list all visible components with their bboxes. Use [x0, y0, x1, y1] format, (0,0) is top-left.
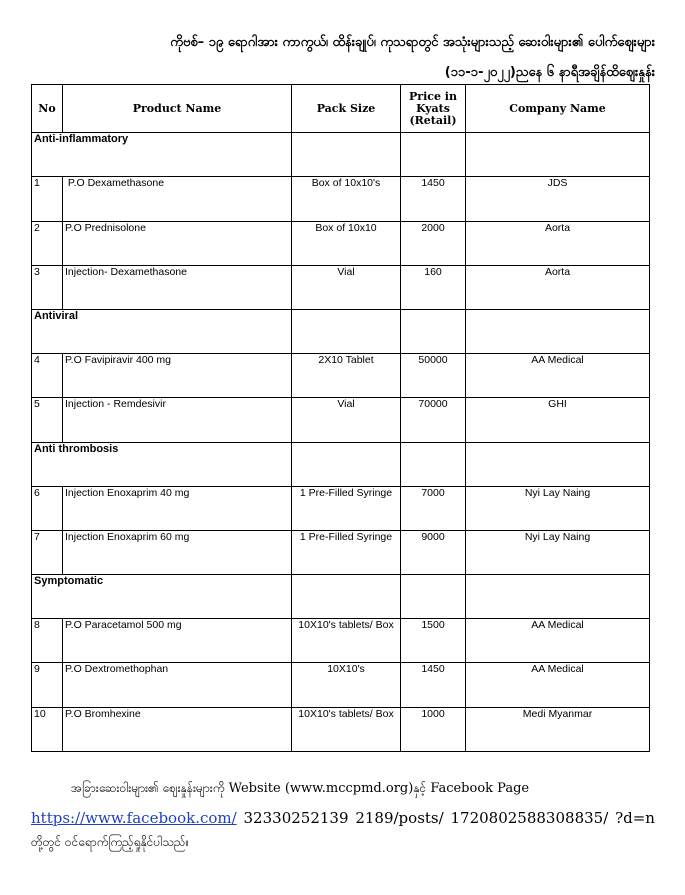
- table-row: [32, 265, 650, 309]
- table-cell: [292, 575, 401, 619]
- table-cell: [466, 309, 650, 353]
- url-part: 2189/posts/: [355, 809, 444, 827]
- footer-text: အခြားဆေးဝါးများ၏ ဈေးနှုန်းများကို: [71, 781, 225, 795]
- footer-line-3: တို့တွင် ဝင်ရောက်ကြည့်ရှုနိုင်ပါသည်။: [31, 835, 190, 849]
- category-label: Anti thrombosis: [32, 442, 292, 486]
- product-name: Injection Enoxaprim 60 mg: [63, 530, 292, 574]
- col-header-price-line3: (Retail): [409, 113, 457, 127]
- pack-size: 10X10's: [292, 663, 401, 707]
- document-date-line: (၁၁-၁-၂၀၂၂)ညနေ ၆ နာရီအချိန်ထိဈေးနှုန်း: [444, 65, 655, 80]
- col-header-pack: Pack Size: [292, 85, 401, 133]
- table-cell: [292, 442, 401, 486]
- col-header-product: Product Name: [63, 85, 292, 133]
- table-cell: [292, 133, 401, 177]
- category-label: Symptomatic: [32, 575, 292, 619]
- table-cell: [401, 442, 466, 486]
- table-row: [32, 707, 650, 751]
- price: 50000: [401, 354, 466, 398]
- row-number: 1: [32, 177, 63, 221]
- product-name: P.O Dextromethophan: [63, 663, 292, 707]
- company-name: AA Medical: [466, 663, 650, 707]
- company-name: Aorta: [466, 221, 650, 265]
- footer-text: နှင့်: [413, 781, 427, 795]
- price: 70000: [401, 398, 466, 442]
- pack-size: 10X10's tablets/ Box: [292, 619, 401, 663]
- product-name: P.O Bromhexine: [63, 707, 292, 751]
- col-header-no: No: [32, 85, 63, 133]
- row-number: 10: [32, 707, 63, 751]
- website-link[interactable]: Website (www.mccpmd.org): [228, 781, 414, 796]
- company-name: GHI: [466, 398, 650, 442]
- col-header-company: Company Name: [466, 85, 650, 133]
- product-name: Injection- Dexamethasone: [63, 265, 292, 309]
- pack-size: 2X10 Tablet: [292, 354, 401, 398]
- pack-size: 10X10's tablets/ Box: [292, 707, 401, 751]
- table-row: [32, 177, 650, 221]
- table-cell: [466, 575, 650, 619]
- col-header-price: [401, 85, 466, 133]
- row-number: 9: [32, 663, 63, 707]
- product-name: P.O Paracetamol 500 mg: [63, 619, 292, 663]
- category-row: [32, 442, 650, 486]
- price: 7000: [401, 486, 466, 530]
- price: 1000: [401, 707, 466, 751]
- footer-line-2: [31, 809, 655, 827]
- category-label: Anti-inflammatory: [32, 133, 292, 177]
- table-row: [32, 221, 650, 265]
- pack-size: Vial: [292, 265, 401, 309]
- table-row: [32, 398, 650, 442]
- row-number: 2: [32, 221, 63, 265]
- pack-size: Box of 10x10's: [292, 177, 401, 221]
- row-number: 6: [32, 486, 63, 530]
- url-part: 1720802588308835/: [450, 809, 609, 827]
- col-header-price-line1: Price in: [409, 89, 457, 103]
- price: 1500: [401, 619, 466, 663]
- category-row: [32, 309, 650, 353]
- company-name: AA Medical: [466, 619, 650, 663]
- company-name: Nyi Lay Naing: [466, 486, 650, 530]
- row-number: 7: [32, 530, 63, 574]
- company-name: Medi Myanmar: [466, 707, 650, 751]
- table-cell: [401, 309, 466, 353]
- product-name: P.O Dexamethasone: [63, 177, 292, 221]
- company-name: AA Medical: [466, 354, 650, 398]
- row-number: 3: [32, 265, 63, 309]
- product-name: Injection - Remdesivir: [63, 398, 292, 442]
- table-cell: [466, 442, 650, 486]
- pack-size: 1 Pre-Filled Syringe: [292, 530, 401, 574]
- row-number: 4: [32, 354, 63, 398]
- product-name: P.O Prednisolone: [63, 221, 292, 265]
- category-row: [32, 133, 650, 177]
- price: 160: [401, 265, 466, 309]
- facebook-page-text: Facebook Page: [430, 781, 530, 796]
- price: 9000: [401, 530, 466, 574]
- category-row: [32, 575, 650, 619]
- price: 1450: [401, 663, 466, 707]
- url-part: ?d=n: [615, 809, 655, 827]
- document-title: ကိုဗစ်– ၁၉ ရောဂါအား ကာကွယ်၊ ထိန်းချုပ်၊ ကုသရာတွင် အသုံးများသည့် ဆေးဝါးများ၏ ပေါက်ဈေးများ: [170, 35, 655, 50]
- col-header-price-line2: Kyats: [416, 101, 450, 115]
- table-cell: [401, 133, 466, 177]
- table-row: [32, 354, 650, 398]
- footer-line-1: [31, 780, 655, 798]
- table-row: [32, 486, 650, 530]
- product-name: P.O Favipiravir 400 mg: [63, 354, 292, 398]
- product-name: Injection Enoxaprim 40 mg: [63, 486, 292, 530]
- price: 1450: [401, 177, 466, 221]
- row-number: 5: [32, 398, 63, 442]
- url-part: 32330252139: [243, 809, 349, 827]
- table-cell: [292, 309, 401, 353]
- table-row: [32, 663, 650, 707]
- row-number: 8: [32, 619, 63, 663]
- price: 2000: [401, 221, 466, 265]
- category-label: Antiviral: [32, 309, 292, 353]
- pack-size: 1 Pre-Filled Syringe: [292, 486, 401, 530]
- company-name: Nyi Lay Naing: [466, 530, 650, 574]
- company-name: Aorta: [466, 265, 650, 309]
- price-table: [31, 84, 650, 752]
- table-row: [32, 530, 650, 574]
- table-row: [32, 619, 650, 663]
- pack-size: Box of 10x10: [292, 221, 401, 265]
- facebook-link[interactable]: https://www.facebook.com/: [31, 809, 237, 827]
- table-header-row: [32, 85, 650, 133]
- table-cell: [401, 575, 466, 619]
- pack-size: Vial: [292, 398, 401, 442]
- table-cell: [466, 133, 650, 177]
- company-name: JDS: [466, 177, 650, 221]
